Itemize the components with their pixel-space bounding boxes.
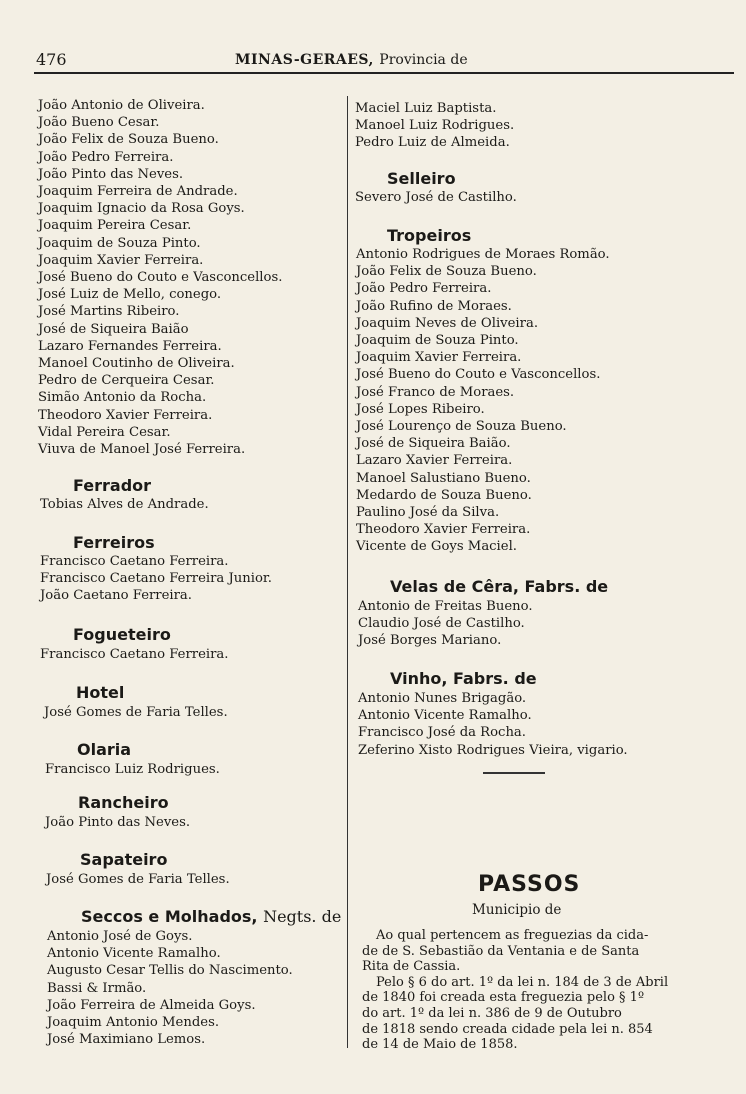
list-item: José Franco de Moraes. [356,384,515,400]
list-item: José Luiz de Mello, conego. [38,287,222,303]
list-item: Joaquim Ignacio da Rosa Goys. [38,201,245,217]
section-seccos [47,928,293,1048]
list-item: Theodoro Xavier Ferreira. [356,522,531,538]
passos-municipio: Municipio de [472,902,562,918]
paragraph-line: Ao qual pertencem as freguezias da cida- [376,928,649,943]
list-item: José Martins Ribeiro. [38,304,180,320]
list-item: João Felix de Souza Bueno. [38,132,219,148]
list-item: João Pedro Ferreira. [356,281,492,297]
list-item: Joaquim Pereira Cesar. [38,218,192,234]
paragraph-line: do art. 1º da lei n. 386 de 9 de Outubro [362,1005,622,1021]
heading-velas [390,577,608,597]
heading-seccos-light: Negts. de [263,907,342,926]
list-item: Pedro de Cerqueira Cesar. [38,373,215,389]
list-item: Joaquim Xavier Ferreira. [356,350,522,366]
paragraph-line: Rita de Cassia. [362,959,461,975]
heading-selleiro: Selleiro [387,169,456,188]
list-item: José Borges Mariano. [358,633,502,649]
heading-vinho [390,669,537,689]
running-title [235,52,468,68]
list-item: José Bueno do Couto e Vasconcellos. [38,270,283,286]
section-ferrador [40,496,209,513]
list-item: Francisco Caetano Ferreira. [40,554,229,569]
section-fogueteiro [40,646,228,663]
left-names-top [38,97,282,458]
list-item: José Lourenço de Souza Bueno. [356,419,567,435]
heading-velas-light: Fabrs. de [524,577,609,596]
running-title-main: MINAS-GERAES, [235,52,374,68]
header-rule [34,72,734,74]
right-names-top [355,100,514,152]
list-item: Francisco Luiz Rodrigues. [45,762,220,777]
heading-ferrador: Ferrador [73,476,152,495]
heading-hotel: Hotel [76,683,125,702]
list-item: José de Siqueira Baião. [356,436,511,452]
section-ferreiros [40,553,272,605]
list-item: Joaquim de Souza Pinto. [38,235,201,251]
list-item: João Bueno Cesar. [38,115,160,131]
list-item: Joaquim Neves de Oliveira. [356,315,539,331]
list-item: João Pinto das Neves. [38,166,184,182]
list-item: Claudio José de Castilho. [358,616,525,632]
page-number: 476 [36,50,67,69]
list-item: Viuva de Manoel José Ferreira. [38,442,246,458]
list-item: Lazaro Fernandes Ferreira. [38,338,222,354]
list-item: Francisco José da Rocha. [358,725,526,741]
list-item: Maciel Luiz Baptista. [355,101,497,116]
section-vinho [358,690,628,759]
list-item: Pedro Luiz de Almeida. [355,135,510,151]
passos-paragraph [362,928,668,1053]
list-item: Theodoro Xavier Ferreira. [38,407,213,423]
list-item: Joaquim Xavier Ferreira. [38,252,204,268]
list-item: João Pinto das Neves. [45,815,191,830]
list-item: Vicente de Goys Maciel. [356,539,517,555]
heading-seccos-bold: Seccos e Molhados, [81,907,258,926]
list-item: José Gomes de Faria Telles. [46,872,230,887]
heading-vinho-light: Fabrs. de [453,669,537,688]
section-olaria [45,761,220,778]
heading-velas-bold: Velas de Cêra, [390,577,519,596]
list-item: Medardo de Souza Bueno. [356,487,532,503]
section-tropeiros [356,246,610,556]
heading-tropeiros: Tropeiros [387,226,472,245]
heading-sapateiro: Sapateiro [80,850,168,869]
list-item: Antonio Vicente Ramalho. [47,946,221,962]
heading-vinho-bold: Vinho, [390,669,448,688]
list-item: Paulino José da Silva. [356,505,500,521]
list-item: Francisco Caetano Ferreira Junior. [40,571,272,587]
list-item: Antonio José de Goys. [47,929,193,944]
paragraph-line: de 1840 foi creada esta freguezia pelo § 1º [362,990,645,1006]
list-item: João Caetano Ferreira. [40,588,192,604]
section-hotel [44,704,228,721]
list-item: José de Siqueira Baião [38,321,189,337]
list-item: Lazaro Xavier Ferreira. [356,453,513,469]
list-item: Manoel Coutinho de Oliveira. [38,356,235,372]
list-item: Antonio Nunes Brigagão. [358,691,527,706]
heading-seccos [81,907,341,927]
section-rancheiro [45,814,190,831]
list-item: Augusto Cesar Tellis do Nascimento. [47,963,293,979]
heading-olaria: Olaria [77,740,132,759]
passos-title: PASSOS [478,872,581,897]
list-item: Antonio Vicente Ramalho. [358,708,532,724]
running-title-sub: Provincia de [379,52,468,68]
page-header [0,50,746,74]
list-item: Francisco Caetano Ferreira. [40,647,229,662]
list-item: Joaquim Antonio Mendes. [47,1015,220,1031]
list-item: Antonio Rodrigues de Moraes Romão. [356,247,610,262]
list-item: Manoel Luiz Rodrigues. [355,118,515,134]
section-velas [358,598,533,650]
paragraph-line: de de S. Sebastião da Ventania e de Santa [362,943,640,959]
list-item: Joaquim Ferreira de Andrade. [38,184,238,200]
list-item: João Rufino de Moraes. [356,298,512,314]
section-selleiro [355,189,517,206]
section-sapateiro [46,871,230,888]
section-divider [483,772,545,774]
column-divider [347,96,348,1048]
list-item: João Antonio de Oliveira. [38,98,205,113]
list-item: Tobias Alves de Andrade. [40,497,209,512]
heading-fogueteiro: Fogueteiro [73,625,171,644]
list-item: Antonio de Freitas Bueno. [358,599,533,614]
list-item: José Maximiano Lemos. [47,1032,206,1048]
list-item: Zeferino Xisto Rodrigues Vieira, vigario. [358,742,628,758]
list-item: Simão Antonio da Rocha. [38,390,207,406]
list-item: Vidal Pereira Cesar. [38,424,171,440]
paragraph-line: Pelo § 6 do art. 1º da lei n. 184 de 3 de Abril [376,974,669,990]
list-item: José Bueno do Couto e Vasconcellos. [356,367,601,383]
list-item: José Lopes Ribeiro. [356,401,485,417]
paragraph-line: de 1818 sendo creada cidade pela lei n. 854 [362,1021,653,1037]
list-item: Bassi & Irmão. [47,980,147,996]
list-item: Severo José de Castilho. [355,190,517,205]
list-item: João Felix de Souza Bueno. [356,264,537,280]
list-item: Manoel Salustiano Bueno. [356,470,531,486]
heading-rancheiro: Rancheiro [78,793,169,812]
list-item: José Gomes de Faria Telles. [44,705,228,720]
list-item: João Ferreira de Almeida Goys. [47,997,256,1013]
list-item: Joaquim de Souza Pinto. [356,333,519,349]
paragraph-line: de 14 de Maio de 1858. [362,1037,518,1053]
heading-ferreiros: Ferreiros [73,533,155,552]
list-item: João Pedro Ferreira. [38,149,174,165]
